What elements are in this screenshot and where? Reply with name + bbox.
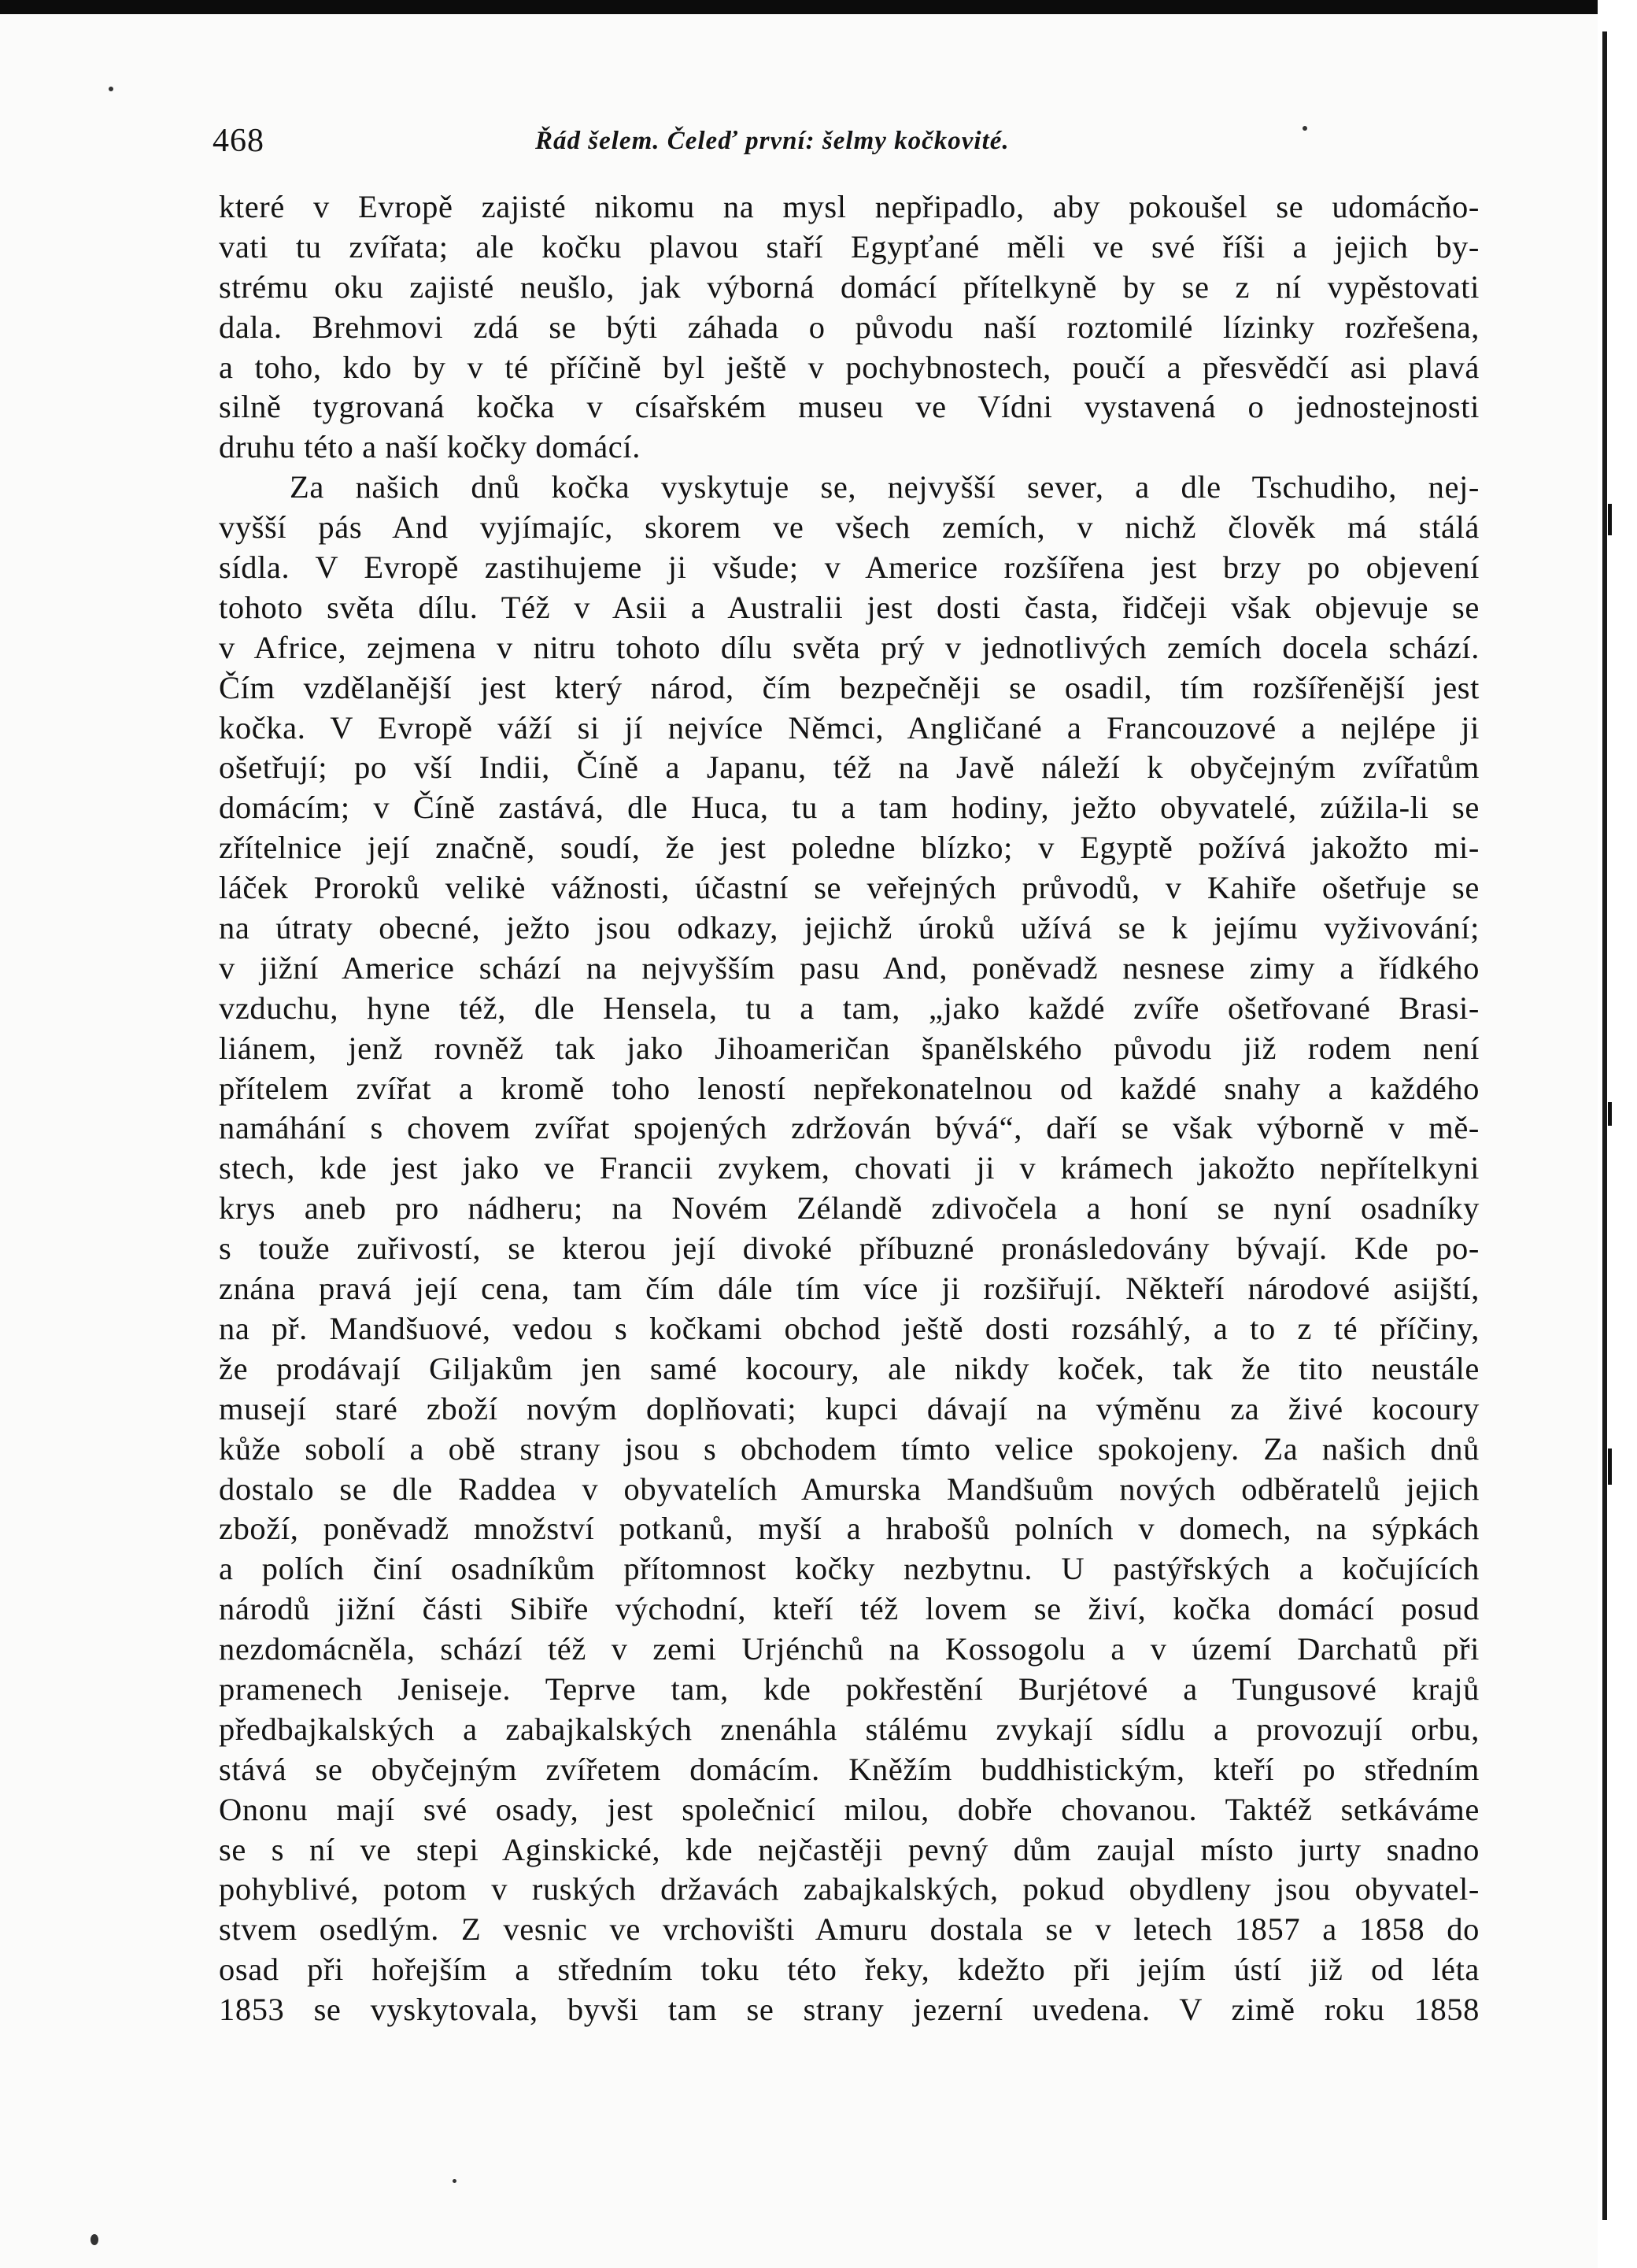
text-line: předbajkalských a zabajkalských znenáhla stálému zvykají sídlu a provozují orbu, — [219, 1711, 1480, 1747]
text-line: pohyblivé, potom v ruských državách zabajkalských, pokud obydleny jsou obyvatel- — [219, 1871, 1480, 1907]
scan-speck — [1303, 126, 1307, 131]
text-line: 1853 se vyskytovala, byvši tam se strany jezerní uvedena. V zimě roku 1858 — [219, 1992, 1480, 2028]
text-line: a polích činí osadníkům přítomnost kočky nezbytnu. U pastýřských a kočujících — [219, 1551, 1480, 1587]
text-line: v Africe, zejmena v nitru tohoto dílu světa prý v jednotlivých zemích docela schází. — [219, 629, 1480, 665]
text-line: se s ní ve stepi Aginskické, kde nejčastěji pevný dům zaujal místo jurty snadno — [219, 1831, 1480, 1867]
text-line: ošetřují; po vší Indii, Číně a Japanu, též na Javě náleží k obyčejným zvířatům — [219, 749, 1480, 786]
text-line: láček Proroků velikė vážnosti, účastní se veřejných průvodů, v Kahiře ošetřuje se — [219, 870, 1480, 906]
page-edge-shadow — [1602, 31, 1607, 2220]
text-line: dostalo se dle Raddea v obyvatelích Amurska Mandšuům nových odběratelů jejich — [219, 1471, 1480, 1507]
text-line: přítelem zvířat a kromě toho leností nepřekonatelnou od každé snahy a každého — [219, 1070, 1480, 1106]
text-line: druhu této a naší kočky domácí. — [219, 429, 641, 465]
page-header — [212, 122, 1487, 161]
text-line: vati tu zvířata; ale kočku plavou staří Egypťané měli ve své říši a jejich by- — [219, 228, 1480, 265]
text-line: Za našich dnů kočka vyskytuje se, nejvyšší sever, a dle Tschudiho, nej- — [290, 469, 1480, 505]
text-line: kočka. V Evropě váží si jí nejvíce Němci, Angličané a Francouzové a nejlépe ji — [219, 709, 1480, 746]
page-number: 468 — [212, 123, 264, 159]
text-line: dala. Brehmovi zdá se býti záhada o původu naší roztomilé lízinky rozřešena, — [219, 309, 1480, 345]
text-line: sídla. V Evropě zastihujeme ji všude; v Americe rozšířena jest brzy po objevení — [219, 549, 1480, 586]
scan-speck — [91, 2234, 98, 2245]
text-line: stvem osedlým. Z vesnic ve vrchovišti Amuru dostala se v letech 1857 a 1858 do — [219, 1911, 1480, 1948]
text-line: vzduchu, hyne též, dle Hensela, tu a tam, „jako každé zvíře ošetřované Brasi- — [219, 990, 1480, 1026]
text-line: znána pravá její cena, tam čím dále tím více ji rozšiřují. Někteří národové asijští, — [219, 1271, 1480, 1307]
text-line: vyšší pás And vyjímajíc, skorem ve všech zemích, v nichž člověk má stálá — [219, 509, 1480, 546]
text-line: stává se obyčejným zvířetem domácím. Kněžím buddhistickým, kteří po středním — [219, 1751, 1480, 1787]
text-line: namáhání s chovem zvířat spojených zdržován bývá“, daří se však výborně v mě- — [219, 1110, 1480, 1146]
scan-speck — [453, 2179, 456, 2183]
text-line: Ononu mají své osady, jest společnicí milou, dobře chovanou. Taktéž setkáváme — [219, 1791, 1480, 1827]
text-line: zboží, poněvadž množství potkanů, myší a hrabošů polních v domech, na sýpkách — [219, 1511, 1480, 1547]
text-line: domácím; v Číně zastává, dle Huca, tu a tam hodiny, ježto obyvatelé, zúžila-li se — [219, 790, 1480, 826]
text-line: nezdomácněla, schází též v zemi Urjénchů na Kossogolu a v území Darchatů při — [219, 1631, 1480, 1667]
running-head: Řád šelem. Čeleď první: šelmy kočkovité. — [535, 127, 1010, 155]
text-line: národů jižní části Sibiře východní, kteří též lovem se živí, kočka domácí posud — [219, 1591, 1480, 1627]
text-line: na př. Mandšuové, vedou s kočkami obchod ještě dosti rozsáhlý, a to z té příčiny, — [219, 1310, 1480, 1346]
page-edge-mark — [1608, 504, 1612, 535]
text-line: s touže zuřivostí, se kterou její divoké příbuzné pronásledovány bývají. Kde po- — [219, 1230, 1480, 1267]
text-line: a toho, kdo by v té příčině byl ještě v pochybnostech, poučí a přesvědčí asi plavá — [219, 349, 1480, 385]
text-line: že prodávají Giljakům jen samé kocoury, ale nikdy koček, tak že tito neustále — [219, 1350, 1480, 1386]
text-line: strému oku zajisté neušlo, jak výborná domácí přítelkyně by se z ní vypěstovati — [219, 268, 1480, 305]
text-line: na útraty obecné, ježto jsou odkazy, jejichž úroků užívá se k jejímu vyživování; — [219, 910, 1480, 946]
text-line: osad při hořejším a středním toku této řeky, kdežto při jejím ústí již od léta — [219, 1952, 1480, 1988]
text-line: kůže sobolí a obě strany jsou s obchodem tímto velice spokojeny. Za našich dnů — [219, 1430, 1480, 1467]
text-line: liánem, jenž rovněž tak jako Jihoameričan španělského původu již rodem není — [219, 1030, 1480, 1066]
text-line: které v Evropě zajisté nikomu na mysl nepřipadlo, aby pokoušel se udomácňo- — [219, 189, 1480, 224]
text-line: zřítelnice její značně, soudí, že jest poledne blízko; v Egyptě požívá jakožto mi- — [219, 830, 1480, 866]
text-line: v jižní Americe schází na nejvyšším pasu And, poněvadž nesnese zimy a řídkého — [219, 949, 1480, 986]
text-line: tohoto světa dílu. Též v Asii a Australii jest dosti časta, řidčeji však objevuje se — [219, 589, 1480, 625]
page-edge-mark — [1608, 1102, 1612, 1126]
text-line: pramenech Jeniseje. Teprve tam, kde pokřestění Burjétové a Tungusové krajů — [219, 1670, 1480, 1707]
body-text — [219, 187, 1480, 2030]
scan-top-border — [0, 0, 1637, 14]
scan-speck — [109, 87, 113, 91]
text-line: Čím vzdělanější jest který národ, čím bezpečněji se osadil, tím rozšířenější jest — [219, 669, 1480, 705]
page-edge-mark — [1608, 1448, 1612, 1485]
text-line: musejí staré zboží novým doplňovati; kupci dávají na výměnu za živé kocoury — [219, 1390, 1480, 1426]
text-line: stech, kde jest jako ve Francii zvykem, chovati ji v krámech jakožto nepřítelkyni — [219, 1150, 1480, 1186]
text-line: silně tygrovaná kočka v císařském museu ve Vídni vystavená o jednostejnosti — [219, 389, 1480, 425]
text-line: krys aneb pro nádheru; na Novém Zélandě zdivočela a honí se nyní osadníky — [219, 1190, 1480, 1226]
